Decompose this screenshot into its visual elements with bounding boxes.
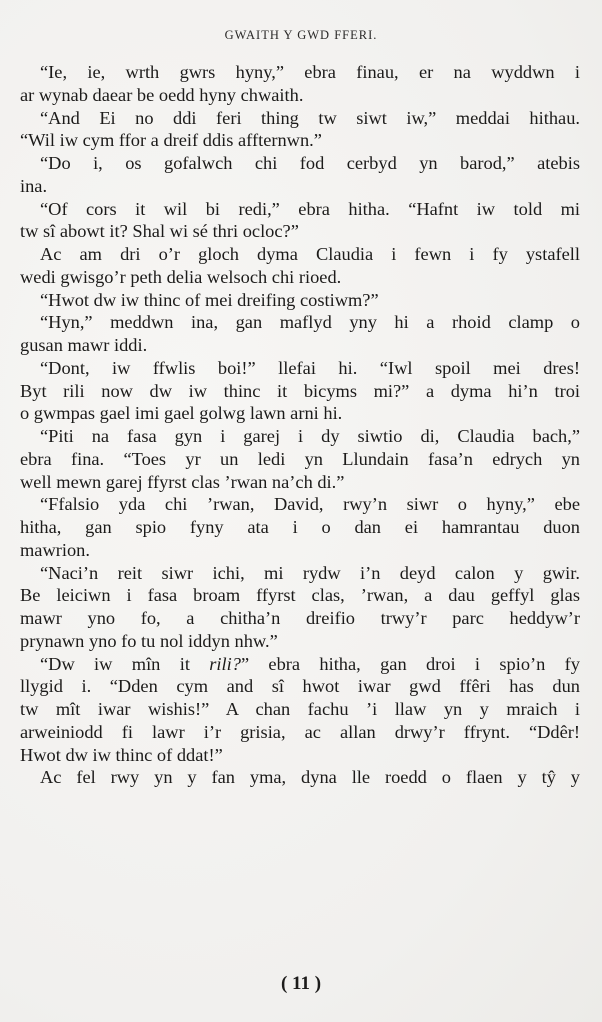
text-line: arweiniodd fi lawr i’r grisia, ac allan drwy’r ffrynt. “Ddêr! [20, 721, 580, 742]
text-line: “Hyn,” meddwn ina, gan maflyd yny hi a rhoid clamp o [40, 312, 580, 333]
text-line: Ac fel rwy yn y fan yma, dyna lle roedd o flaen y tŷ y [40, 767, 580, 788]
text-line: well mewn garej ffyrst clas ’rwan na’ch di.” [20, 471, 345, 492]
running-head: GWAITH Y GWD FFERI. [224, 28, 378, 42]
text-line: ar wynab daear be oedd hyny chwaith. [20, 84, 304, 105]
text-line: llygid i. “Dden cym and sî hwot iwar gwd ffêri has dun [20, 676, 580, 697]
text-line: “Do i, os gofalwch chi fod cerbyd yn barod,” atebis [40, 153, 580, 173]
text-line: gusan mawr iddi. [20, 335, 148, 355]
text-line: mawr yno fo, a chitha’n dreifio trwy’r parc heddyw’r [20, 608, 580, 628]
text-line: Hwot dw iw thinc of ddat!” [20, 744, 223, 765]
text-line: “Of cors it wil bi redi,” ebra hitha. “Hafnt iw told mi [40, 198, 580, 219]
text-line: tw mît iwar wishis!” A chan fachu ’i llaw yn y mraich i [20, 699, 580, 719]
text-line: Be leiciwn i fasa broam ffyrst clas, ’rwan, a dau geffyl glas [20, 585, 580, 606]
text-line: “Naci’n reit siwr ichi, mi rydw i’n deyd calon y gwir. [40, 562, 580, 583]
text-line: “Dont, iw ffwlis boi!” llefai hi. “Iwl spoil mei dres! [40, 357, 580, 378]
text-line: o gwmpas gael imi gael golwg lawn arni hi. [20, 403, 343, 424]
text-line: “Wil iw cym ffor a dreif ddis affternwn.” [20, 130, 322, 151]
text-line-with-italic [20, 653, 580, 676]
text-segment: “Dw iw mîn it [40, 653, 210, 674]
text-line: tw sî abowt it? Shal wi sé thri ocloc?” [20, 221, 299, 242]
body-text [20, 61, 580, 789]
text-line: ina. [20, 175, 48, 196]
text-line: “Hwot dw iw thinc of mei dreifing costiwm?” [40, 289, 379, 310]
text-line: hitha, gan spio fyny ata i o dan ei hamrantau duon [20, 517, 580, 537]
text-segment: ” ebra hitha, gan droi i spio’n fy [240, 653, 580, 674]
text-line: “Ie, ie, wrth gwrs hyny,” ebra finau, er na wyddwn i [40, 62, 580, 82]
text-line: mawrion. [20, 539, 90, 560]
page-number: ( 11 ) [280, 973, 322, 994]
text-line: wedi gwisgo’r peth delia welsoch chi rioed. [20, 266, 342, 287]
text-line: “Ffalsio yda chi ’rwan, David, rwy’n siwr o hyny,” ebe [40, 494, 580, 515]
text-line: prynawn yno fo tu nol iddyn nhw.” [20, 630, 278, 651]
text-line: “And Ei no ddi feri thing tw siwt iw,” meddai hithau. [40, 107, 580, 128]
text-line: Ac am dri o’r gloch dyma Claudia i fewn i fy ystafell [40, 244, 580, 264]
italic-word: rili? [209, 653, 241, 674]
text-line: Byt rili now dw iw thinc it bicyms mi?” a dyma hi’n troi [20, 380, 580, 401]
text-line: ebra fina. “Toes yr un ledi yn Llundain fasa’n edrych yn [20, 448, 580, 469]
text-line: “Piti na fasa gyn i garej i dy siwtio di, Claudia bach,” [40, 426, 580, 446]
